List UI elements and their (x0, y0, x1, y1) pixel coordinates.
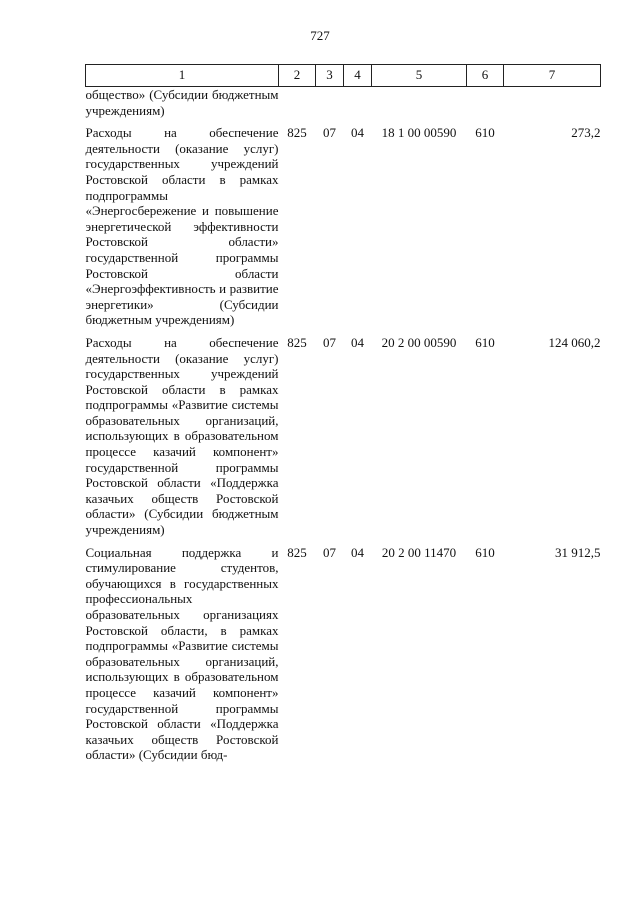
table-header-row (86, 65, 601, 87)
column-header-7: 7 (504, 65, 601, 87)
row-code-3 (316, 87, 344, 119)
column-header-2: 2 (279, 65, 316, 87)
row-code-2: 825 (287, 125, 307, 141)
row-code-5: 20 2 00 11470 (381, 544, 457, 560)
row-description: Социальная поддержка и стимулирование студентов, обучающихся в государственных профессиональных образовательных организациях Ростовской области, в рамках подпрограммы «Развитие системы образовательных организаций, использующих в образовательном процессе казачий компонент» государственной программы Ростовской области «Поддержка казачьих обществ Ростовской области» (Субсидии бюд- (85, 544, 279, 763)
column-header-1: 1 (86, 65, 279, 87)
row-code-2: 825 (287, 544, 307, 560)
row-code-4 (344, 87, 372, 119)
row-spacer (86, 328, 601, 335)
row-spacer (86, 538, 601, 545)
row-amount: 31 912,5 (555, 544, 601, 560)
row-code-3: 07 (323, 125, 336, 141)
row-code-3: 07 (323, 334, 336, 350)
row-amount: 124 060,2 (548, 334, 601, 350)
table-row (86, 87, 601, 119)
row-code-5: 20 2 00 00590 (381, 334, 457, 350)
row-amount: 273,2 (571, 125, 601, 141)
row-code-3: 07 (323, 544, 336, 560)
row-code-6: 610 (475, 125, 495, 141)
row-code-4: 04 (351, 334, 364, 350)
table-row (86, 545, 601, 763)
column-header-6: 6 (467, 65, 504, 87)
row-code-5: 18 1 00 00590 (381, 125, 457, 141)
row-code-6 (467, 87, 504, 119)
row-code-4: 04 (351, 544, 364, 560)
column-header-4: 4 (344, 65, 372, 87)
row-code-6: 610 (475, 334, 495, 350)
table-row (86, 125, 601, 328)
row-code-2: 825 (287, 334, 307, 350)
row-description: Расходы на обеспечение деятельности (оказание услуг) государственных учреждений Ростовской области в рамках подпрограммы «Развитие системы образовательных организаций, использующих в образовательном процессе казачий компонент» государственной программы Ростовской области «Поддержка казачьих обществ Ростовской области» (Субсидии бюджетным учреждениям) (85, 334, 279, 538)
row-code-5 (372, 87, 467, 119)
row-description: Расходы на обеспечение деятельности (оказание услуг) государственных учреждений Ростовской области в рамках подпрограммы «Энергосбережение и повышение энергетической эффективности Ростовской области» государственной программы Ростовской области «Энергоэффективность и развитие энергетики» (Субсидии бюджетным учреждениям) (85, 125, 279, 328)
row-code-4: 04 (351, 125, 364, 141)
row-description: общество» (Субсидии бюджетным учреждениям) (85, 87, 279, 118)
column-header-5: 5 (372, 65, 467, 87)
column-header-3: 3 (316, 65, 344, 87)
row-code-6: 610 (475, 544, 495, 560)
row-amount (504, 87, 601, 119)
row-spacer (86, 118, 601, 125)
row-code-2 (279, 87, 316, 119)
table-row (86, 335, 601, 538)
page-number: 727 (310, 28, 330, 43)
budget-table (85, 64, 601, 763)
